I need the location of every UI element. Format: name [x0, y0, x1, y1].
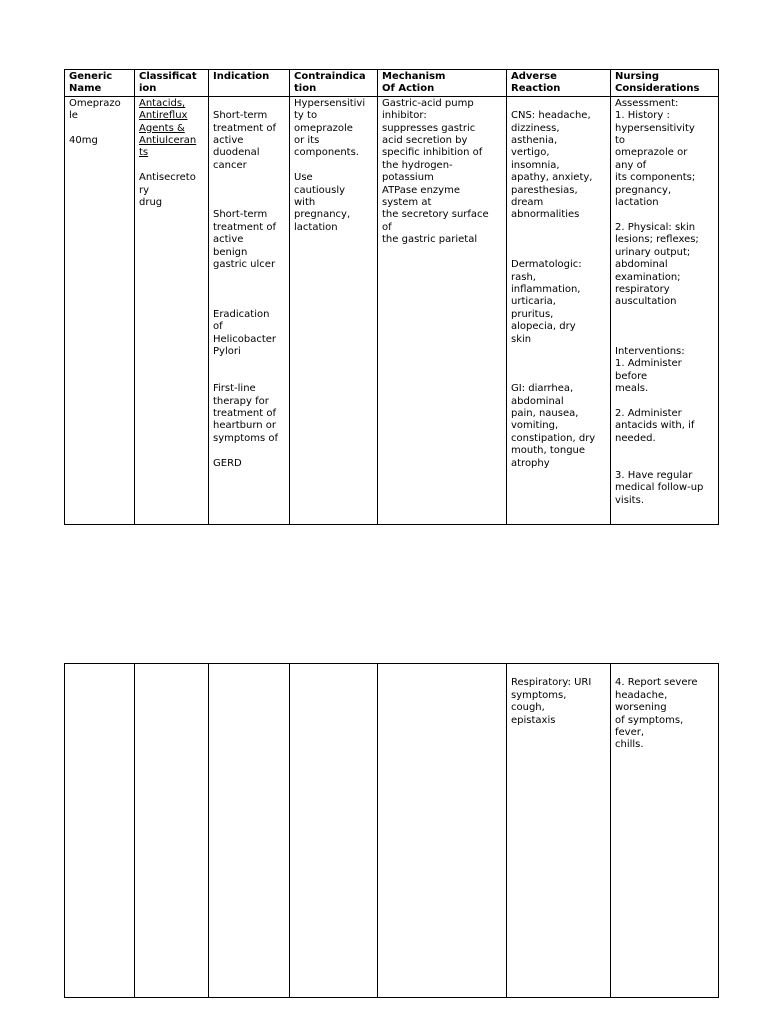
header-adverse-reaction: Adverse Reaction [507, 70, 611, 97]
header-contraindication: Contraindica tion [290, 70, 378, 97]
cell-nursing-considerations: 4. Report severe headache, worsening of symptoms, fever, chills. [611, 664, 719, 998]
classification-rest: Antisecreto ry drug [139, 172, 196, 209]
cell-mechanism [378, 664, 507, 998]
cell-adverse-reaction: CNS: headache, dizziness, asthenia, vertigo, insomnia, apathy, anxiety, paresthesias, dream abnormalities Dermatologic: rash, inflammation, urticaria, pruritus, alopecia, dry skin GI: diarrhea, abdominal pain, nausea, vomiting, constipation, dry mouth, tongue atrophy [507, 96, 611, 524]
header-row [65, 70, 719, 97]
drug-study-table [64, 69, 719, 525]
header-indication: Indication [209, 70, 290, 97]
cell-classification [135, 96, 209, 524]
cell-generic-name [65, 664, 135, 998]
cell-contraindication [290, 664, 378, 998]
cell-contraindication: Hypersensitivi ty to omeprazole or its components. Use cautiously with pregnancy, lactation [290, 96, 378, 524]
cell-indication [209, 664, 290, 998]
drug-study-table-continued [64, 663, 719, 998]
cell-indication: Short-term treatment of active duodenal cancer Short-term treatment of active benign gastric ulcer Eradication of Helicobacter Pylori First-line therapy for treatment of heartburn or symptoms of GERD [209, 96, 290, 524]
table-row [65, 664, 719, 998]
header-nursing-considerations: Nursing Considerations [611, 70, 719, 97]
header-classification: Classificat ion [135, 70, 209, 97]
cell-classification [135, 664, 209, 998]
header-mechanism: Mechanism Of Action [378, 70, 507, 97]
classification-underlined: Antacids, Antireflux Agents & Antiulceran ts [139, 97, 197, 159]
cell-adverse-reaction: Respiratory: URI symptoms, cough, epistaxis [507, 664, 611, 998]
table-row [65, 96, 719, 524]
cell-generic-name: Omeprazo le 40mg [65, 96, 135, 524]
header-generic-name: Generic Name [65, 70, 135, 97]
cell-nursing-considerations: Assessment: 1. History : hypersensitivity to omeprazole or any of its components; pregnancy, lactation 2. Physical: skin lesions; reflexes; urinary output; abdominal examination; respiratory auscultation Interventions: 1. Administer before meals. 2. Administer antacids with, if needed. 3. Have regular medical follow-up visits. [611, 96, 719, 524]
cell-mechanism: Gastric-acid pump inhibitor: suppresses gastric acid secretion by specific inhibition of the hydrogen- potassium ATPase enzyme system at the secretory surface of the gastric parietal [378, 96, 507, 524]
